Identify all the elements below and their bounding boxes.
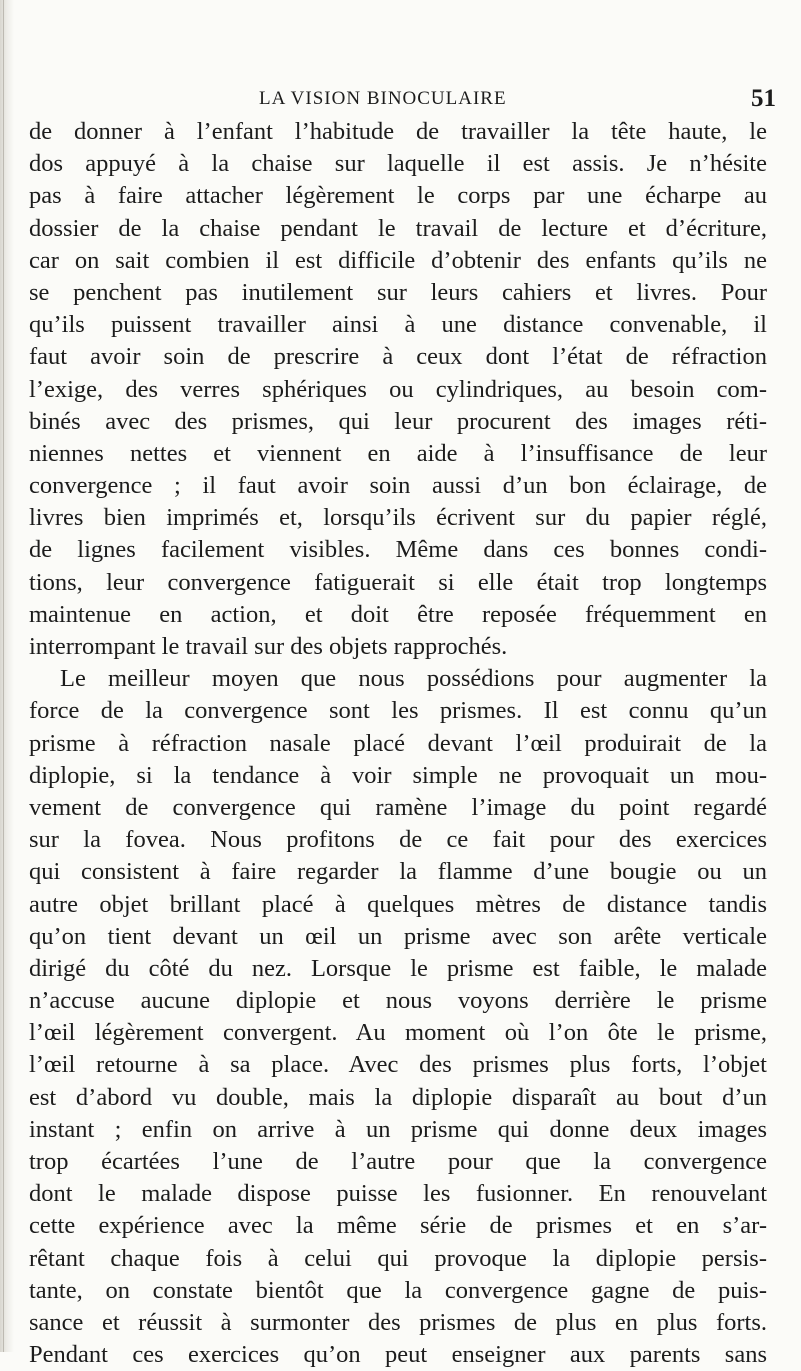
text-line: Pendant ces exercices qu’on peut enseigner aux parents sans (29, 1341, 767, 1369)
text-line: niennes nettes et viennent en aide à l’insuffisance de leur (29, 439, 767, 467)
text-line: livres bien imprimés et, lorsqu’ils écrivent sur du papier réglé, (29, 504, 767, 532)
text-line: l’œil légèrement convergent. Au moment où l’on ôte le prisme, (29, 1019, 767, 1047)
text-line: autre objet brillant placé à quelques mètres de distance tandis (29, 890, 767, 918)
paragraph-start-line: Le meilleur moyen que nous possédions pour augmenter la (60, 665, 767, 693)
text-line: se penchent pas inutilement sur leurs cahiers et livres. Pour (29, 278, 767, 306)
text-line: rêtant chaque fois à celui qui provoque la diplopie persis- (29, 1244, 767, 1272)
page-number: 51 (751, 85, 776, 112)
text-line: binés avec des prismes, qui leur procurent des images réti- (29, 407, 767, 435)
text-line: n’accuse aucune diplopie et nous voyons derrière le prisme (29, 987, 767, 1015)
text-line: diplopie, si la tendance à voir simple ne provoquait un mou- (29, 761, 767, 789)
text-line: dont le malade dispose puisse les fusionner. En renouvelant (29, 1180, 767, 1208)
text-line: prisme à réfraction nasale placé devant l’œil produirait de la (29, 729, 767, 757)
text-line: force de la convergence sont les prismes. Il est connu qu’un (29, 697, 767, 725)
text-line: l’exige, des verres sphériques ou cylindriques, au besoin com- (29, 375, 767, 403)
text-line: maintenue en action, et doit être reposée fréquemment en (29, 600, 767, 628)
running-head (0, 84, 801, 114)
text-line: est d’abord vu double, mais la diplopie disparaît au bout d’un (29, 1083, 767, 1111)
text-line: pas à faire attacher légèrement le corps par une écharpe au (29, 182, 767, 210)
text-line: car on sait combien il est difficile d’obtenir des enfants qu’ils ne (29, 246, 767, 274)
text-line: qu’on tient devant un œil un prisme avec son arête verticale (29, 922, 767, 950)
text-line: tante, on constate bientôt que la convergence gagne de puis- (29, 1276, 767, 1304)
text-line: instant ; enfin on arrive à un prisme qui donne deux images (29, 1115, 767, 1143)
text-line: faut avoir soin de prescrire à ceux dont l’état de réfraction (29, 343, 767, 371)
text-line: trop écartées l’une de l’autre pour que la convergence (29, 1148, 767, 1175)
text-line: sur la fovea. Nous profitons de ce fait pour des exercices (29, 826, 767, 854)
text-line: dossier de la chaise pendant le travail de lecture et d’écriture, (29, 214, 767, 242)
running-head-title: LA VISION BINOCULAIRE (259, 88, 507, 109)
text-line: interrompant le travail sur des objets rapprochés. (29, 633, 508, 660)
text-line: convergence ; il faut avoir soin aussi d’un bon éclairage, de (29, 472, 767, 500)
text-line: dos appuyé à la chaise sur laquelle il est assis. Je n’hésite (29, 150, 767, 178)
text-line: qu’ils puissent travailler ainsi à une distance convenable, il (29, 311, 767, 339)
text-line: de donner à l’enfant l’habitude de travailler la tête haute, le (29, 118, 767, 145)
text-line: vement de convergence qui ramène l’image du point regardé (29, 793, 767, 821)
text-line: tions, leur convergence fatiguerait si elle était trop longtemps (29, 568, 767, 596)
text-line: qui consistent à faire regarder la flamme d’une bougie ou un (29, 858, 767, 886)
text-line: sance et réussit à surmonter des prismes de plus en plus forts. (29, 1308, 767, 1336)
text-line: de lignes facilement visibles. Même dans ces bonnes condi- (29, 536, 767, 564)
gutter-line (3, 0, 4, 1352)
text-line: cette expérience avec la même série de prismes et en s’ar- (29, 1212, 767, 1240)
body-text (29, 116, 767, 1371)
text-line: l’œil retourne à sa place. Avec des prismes plus forts, l’objet (29, 1051, 767, 1079)
text-line: dirigé du côté du nez. Lorsque le prisme est faible, le malade (29, 954, 767, 982)
